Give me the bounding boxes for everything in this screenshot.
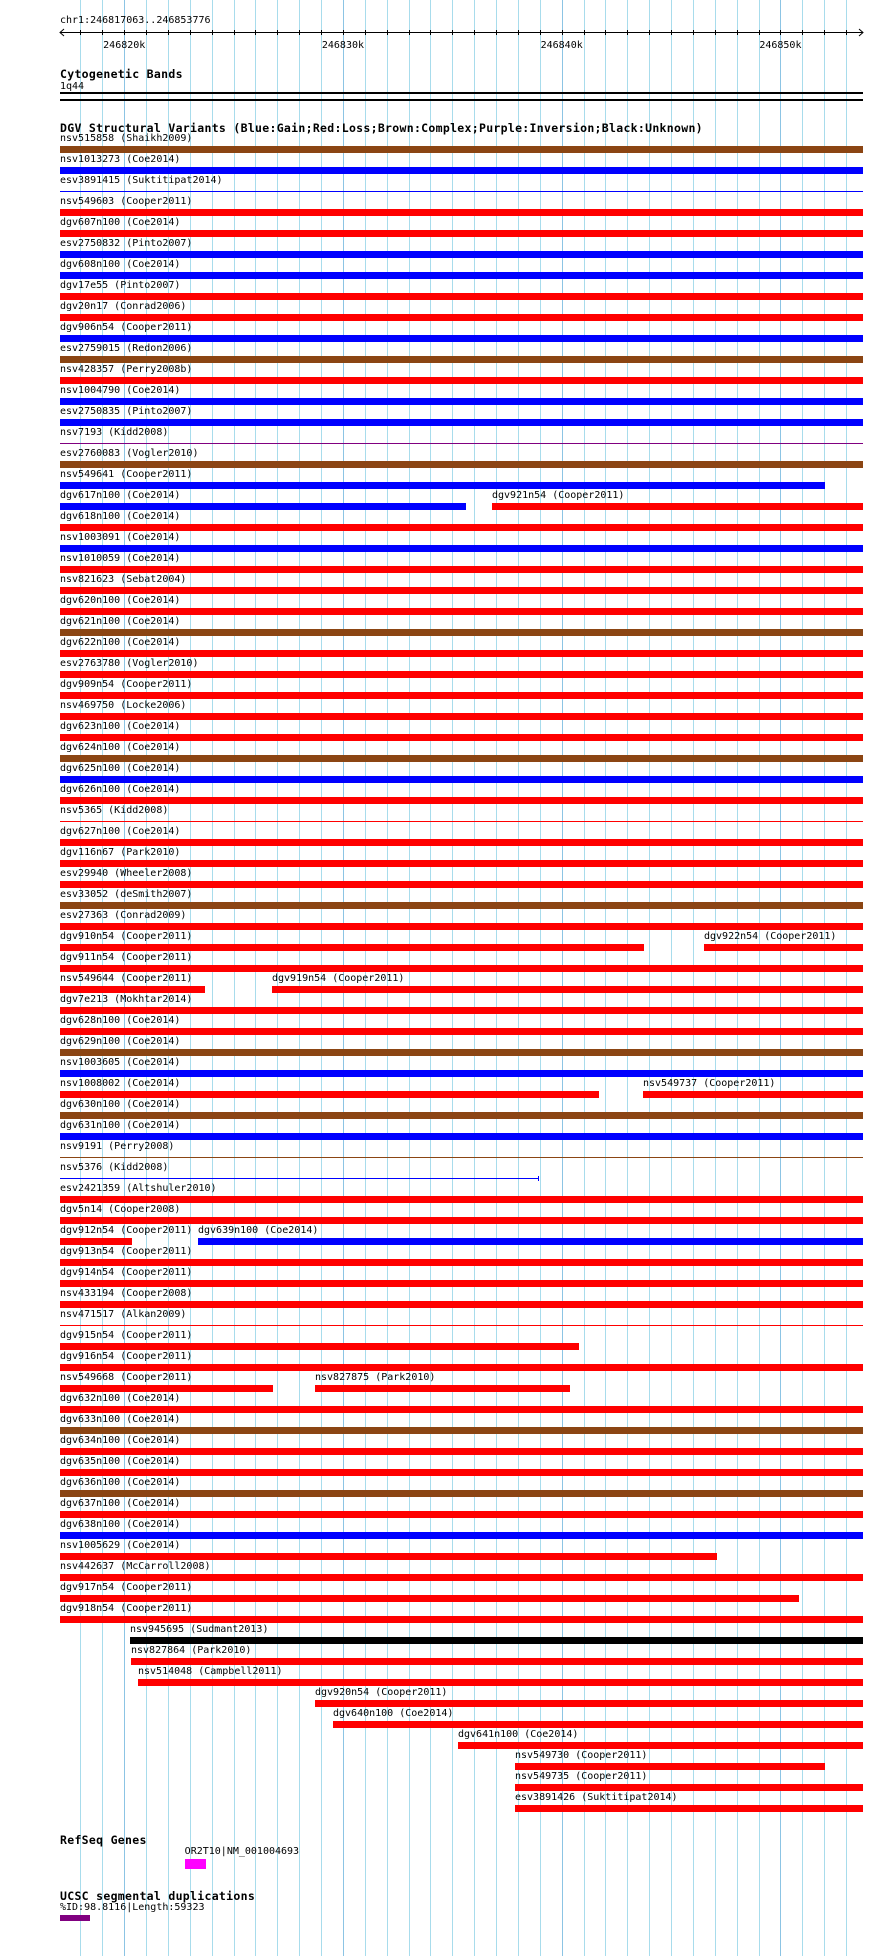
variant-bar-red[interactable]	[60, 1259, 863, 1266]
variant-bar-red[interactable]	[60, 377, 863, 384]
variant-bar-blue[interactable]	[60, 1532, 863, 1539]
variant-label[interactable]: nsv469750 (Locke2006)	[60, 700, 187, 711]
variant-label[interactable]: dgv623n100 (Coe2014)	[60, 721, 181, 732]
variant-bar-red[interactable]	[60, 713, 863, 720]
variant-label[interactable]: nsv549735 (Cooper2011)	[515, 1771, 648, 1782]
variant-label[interactable]: nsv827875 (Park2010)	[315, 1372, 436, 1383]
variant-label[interactable]: dgv618n100 (Coe2014)	[60, 511, 181, 522]
variant-label[interactable]: dgv918n54 (Cooper2011)	[60, 1603, 193, 1614]
variant-label[interactable]: dgv626n100 (Coe2014)	[60, 784, 181, 795]
variant-bar-red[interactable]	[643, 1091, 863, 1098]
variant-bar-brown[interactable]	[60, 356, 863, 363]
variant-bar-red[interactable]	[60, 608, 863, 615]
variant-bar-red[interactable]	[60, 1406, 863, 1413]
cytoband-label[interactable]: 1q44	[60, 81, 85, 92]
variant-bar-red[interactable]	[60, 1091, 599, 1098]
variant-bar-red[interactable]	[60, 1325, 863, 1326]
variant-bar-red[interactable]	[60, 314, 863, 321]
cytobands-title: Cytogenetic Bands	[60, 67, 183, 81]
variant-label[interactable]: dgv20n17 (Conrad2006)	[60, 301, 187, 312]
ruler-tick-label: 246830k	[321, 40, 365, 50]
cytoband-bar[interactable]	[60, 92, 863, 94]
variant-bar-blue[interactable]	[60, 482, 825, 489]
variant-bar-red[interactable]	[515, 1784, 863, 1791]
variant-bar-red[interactable]	[60, 1280, 863, 1287]
cytoband-divider	[60, 99, 863, 101]
variant-bar-red[interactable]	[315, 1385, 570, 1392]
variant-label[interactable]: dgv635n100 (Coe2014)	[60, 1456, 181, 1467]
variant-bar-red[interactable]	[60, 923, 863, 930]
variant-bar-blue[interactable]	[60, 167, 863, 174]
variant-label[interactable]: dgv911n54 (Cooper2011)	[60, 952, 193, 963]
variant-label[interactable]: dgv916n54 (Cooper2011)	[60, 1351, 193, 1362]
variant-label[interactable]: dgv639n100 (Coe2014)	[198, 1225, 319, 1236]
variant-label[interactable]: nsv821623 (Sebat2004)	[60, 574, 187, 585]
segdup-feature[interactable]	[60, 1915, 90, 1921]
variant-bar-red[interactable]	[60, 293, 863, 300]
variant-bar-red[interactable]	[60, 1007, 863, 1014]
variant-label[interactable]: nsv514048 (Campbell2011)	[138, 1666, 283, 1677]
variant-label[interactable]: dgv910n54 (Cooper2011)	[60, 931, 193, 942]
variant-bar-red[interactable]	[60, 881, 863, 888]
variant-label[interactable]: dgv116n67 (Park2010)	[60, 847, 181, 858]
variant-bar-red[interactable]	[60, 692, 863, 699]
variant-label[interactable]: dgv912n54 (Cooper2011)	[60, 1225, 193, 1236]
variant-label[interactable]: dgv624n100 (Coe2014)	[60, 742, 181, 753]
variant-bar-red[interactable]	[60, 566, 863, 573]
variant-bar-red[interactable]	[515, 1805, 863, 1812]
variant-label[interactable]: dgv632n100 (Coe2014)	[60, 1393, 181, 1404]
variant-label[interactable]: nsv549730 (Cooper2011)	[515, 1750, 648, 1761]
variant-label[interactable]: nsv7193 (Kidd2008)	[60, 427, 169, 438]
variant-bar-red[interactable]	[60, 1595, 799, 1602]
variant-label[interactable]: dgv920n54 (Cooper2011)	[315, 1687, 448, 1698]
variant-label[interactable]: esv27363 (Conrad2009)	[60, 910, 187, 921]
variant-label[interactable]: dgv621n100 (Coe2014)	[60, 616, 181, 627]
region-label: chr1:246817063..246853776	[60, 15, 211, 26]
gene-label[interactable]: OR2T10|NM_001004693	[184, 1846, 300, 1857]
variant-bar-brown[interactable]	[60, 755, 863, 762]
variant-label[interactable]: dgv641n100 (Coe2014)	[458, 1729, 579, 1740]
ruler-tick-label: 246820k	[103, 40, 146, 50]
refseq-title: RefSeq Genes	[60, 1833, 147, 1847]
variant-label[interactable]: dgv636n100 (Coe2014)	[60, 1477, 181, 1488]
variant-bar-red[interactable]	[138, 1679, 863, 1686]
variant-bar-brown[interactable]	[60, 902, 863, 909]
variant-label[interactable]: nsv549737 (Cooper2011)	[643, 1078, 776, 1089]
variant-bar-red[interactable]	[60, 1574, 863, 1581]
variant-label[interactable]: dgv628n100 (Coe2014)	[60, 1015, 181, 1026]
variant-label[interactable]: nsv442637 (McCarroll2008)	[60, 1561, 211, 1572]
variant-label[interactable]: dgv917n54 (Cooper2011)	[60, 1582, 193, 1593]
variant-label[interactable]: nsv9191 (Perry2008)	[60, 1141, 175, 1152]
variant-bar-red[interactable]	[492, 503, 863, 510]
variant-bar-red[interactable]	[60, 1343, 579, 1350]
gene-feature-or2t10[interactable]	[185, 1859, 206, 1869]
variant-bar-red[interactable]	[704, 944, 863, 951]
variant-label[interactable]: nsv433194 (Cooper2008)	[60, 1288, 193, 1299]
variant-bar-blue[interactable]	[60, 191, 863, 192]
variant-bar-red[interactable]	[60, 1028, 863, 1035]
variant-bar-red[interactable]	[60, 860, 863, 867]
variant-label[interactable]: nsv428357 (Perry2008b)	[60, 364, 193, 375]
variant-bar-red[interactable]	[60, 1553, 717, 1560]
variant-bar-red[interactable]	[60, 1469, 863, 1476]
variant-bar-blue[interactable]	[60, 776, 863, 783]
variant-bar-blue[interactable]	[60, 398, 863, 405]
variant-label[interactable]: dgv634n100 (Coe2014)	[60, 1435, 181, 1446]
variant-bar-red[interactable]	[315, 1700, 863, 1707]
variant-bar-red[interactable]	[60, 821, 863, 822]
variant-label[interactable]: dgv638n100 (Coe2014)	[60, 1519, 181, 1530]
variant-bar-blue[interactable]	[60, 419, 863, 426]
variant-label[interactable]: dgv7e213 (Mokhtar2014)	[60, 994, 193, 1005]
variant-label[interactable]: dgv17e55 (Pinto2007)	[60, 280, 181, 291]
variant-bar-red[interactable]	[60, 230, 863, 237]
segdup-label[interactable]: %ID:98.8116|Length:59323	[60, 1902, 205, 1913]
variant-label[interactable]: nsv1013273 (Coe2014)	[60, 154, 181, 165]
variant-label[interactable]: esv2759015 (Redon2006)	[60, 343, 193, 354]
variant-label[interactable]: dgv922n54 (Cooper2011)	[704, 931, 837, 942]
ruler[interactable]	[0, 26, 890, 50]
variant-label[interactable]: esv33052 (deSmith2007)	[60, 889, 193, 900]
variant-label[interactable]: nsv549641 (Cooper2011)	[60, 469, 193, 480]
variant-label[interactable]: dgv629n100 (Coe2014)	[60, 1036, 181, 1047]
variant-label[interactable]: nsv5365 (Kidd2008)	[60, 805, 169, 816]
variant-bar-blue[interactable]	[198, 1238, 863, 1245]
variant-bar-red[interactable]	[60, 524, 863, 531]
variant-bar-brown[interactable]	[60, 1427, 863, 1434]
variant-label[interactable]: esv2763780 (Vogler2010)	[60, 658, 199, 669]
variant-label[interactable]: nsv1003605 (Coe2014)	[60, 1057, 181, 1068]
variant-label[interactable]: nsv1010059 (Coe2014)	[60, 553, 181, 564]
variant-label[interactable]: esv2421359 (Altshuler2010)	[60, 1183, 217, 1194]
variant-bar-red[interactable]	[60, 1238, 132, 1245]
variant-label[interactable]: dgv921n54 (Cooper2011)	[492, 490, 625, 501]
variant-label[interactable]: nsv1004790 (Coe2014)	[60, 385, 181, 396]
dgv-title: DGV Structural Variants (Blue:Gain;Red:Loss;Brown:Complex;Purple:Inversion;Black:Unknown)	[60, 121, 703, 135]
variant-label[interactable]: dgv914n54 (Cooper2011)	[60, 1267, 193, 1278]
variant-label[interactable]: dgv909n54 (Cooper2011)	[60, 679, 193, 690]
variant-label[interactable]: esv3891426 (Suktitipat2014)	[515, 1792, 678, 1803]
variant-bar-blue[interactable]	[60, 503, 466, 510]
variant-label[interactable]: esv2750835 (Pinto2007)	[60, 406, 193, 417]
variant-label[interactable]: nsv1008002 (Coe2014)	[60, 1078, 181, 1089]
variant-bar-red[interactable]	[458, 1742, 863, 1749]
variant-bar-red[interactable]	[60, 587, 863, 594]
variant-bar-red[interactable]	[60, 1448, 863, 1455]
variant-bar-blue[interactable]	[60, 251, 863, 258]
variant-bar-red[interactable]	[60, 1616, 863, 1623]
variant-label[interactable]: dgv913n54 (Cooper2011)	[60, 1246, 193, 1257]
variant-label[interactable]: dgv906n54 (Cooper2011)	[60, 322, 193, 333]
variant-label[interactable]: dgv637n100 (Coe2014)	[60, 1498, 181, 1509]
variant-label[interactable]: dgv631n100 (Coe2014)	[60, 1120, 181, 1131]
variant-bar-red[interactable]	[60, 1196, 863, 1203]
variant-bar-red[interactable]	[60, 1364, 863, 1371]
variant-bar-red[interactable]	[60, 1385, 273, 1392]
variant-bar-blue[interactable]	[60, 272, 863, 279]
variant-bar-purple[interactable]	[60, 443, 863, 444]
variant-bar-blue[interactable]	[60, 1070, 863, 1077]
ruler-tick-label: 246840k	[540, 40, 583, 50]
variant-label[interactable]: dgv608n100 (Coe2014)	[60, 259, 181, 270]
variant-bar-blue[interactable]	[60, 335, 863, 342]
variant-label[interactable]: dgv617n100 (Coe2014)	[60, 490, 181, 501]
variant-bar-black[interactable]	[130, 1637, 863, 1644]
variant-label[interactable]: dgv622n100 (Coe2014)	[60, 637, 181, 648]
variant-label[interactable]: nsv1005629 (Coe2014)	[60, 1540, 181, 1551]
variant-label[interactable]: dgv625n100 (Coe2014)	[60, 763, 181, 774]
variant-bar-red[interactable]	[60, 797, 863, 804]
variant-label[interactable]: dgv607n100 (Coe2014)	[60, 217, 181, 228]
variant-bar-red[interactable]	[60, 965, 863, 972]
variant-bar-red[interactable]	[60, 986, 205, 993]
variant-bar-red[interactable]	[60, 209, 863, 216]
variant-label[interactable]: dgv630n100 (Coe2014)	[60, 1099, 181, 1110]
variant-bar-brown[interactable]	[60, 1049, 863, 1056]
variant-bar-red[interactable]	[60, 1301, 863, 1308]
variant-label[interactable]: nsv5376 (Kidd2008)	[60, 1162, 169, 1173]
variant-label[interactable]: nsv827864 (Park2010)	[131, 1645, 252, 1656]
variant-bar-brown[interactable]	[60, 461, 863, 468]
variant-label[interactable]: nsv549603 (Cooper2011)	[60, 196, 193, 207]
variant-bar-red[interactable]	[131, 1658, 863, 1665]
variant-bar-brown[interactable]	[60, 1490, 863, 1497]
variant-label[interactable]: dgv919n54 (Cooper2011)	[272, 973, 405, 984]
variant-bar-brown[interactable]	[60, 146, 863, 153]
variant-bar-blue[interactable]	[60, 1133, 863, 1140]
variant-label[interactable]: dgv640n100 (Coe2014)	[333, 1708, 454, 1719]
variant-bar-blue[interactable]	[60, 545, 863, 552]
variant-bar-red[interactable]	[60, 734, 863, 741]
variant-label[interactable]: dgv633n100 (Coe2014)	[60, 1414, 181, 1425]
variant-bar-red[interactable]	[60, 944, 644, 951]
variant-bar-red[interactable]	[515, 1763, 825, 1770]
variant-label[interactable]: nsv515858 (Shaikh2009)	[60, 133, 193, 144]
variant-label[interactable]: esv2760083 (Vogler2010)	[60, 448, 199, 459]
variant-label[interactable]: nsv549668 (Cooper2011)	[60, 1372, 193, 1383]
variant-label[interactable]: nsv945695 (Sudmant2013)	[130, 1624, 269, 1635]
variant-bar-blue[interactable]	[60, 1178, 539, 1179]
variant-label[interactable]: esv3891415 (Suktitipat2014)	[60, 175, 223, 186]
variant-bar-brown[interactable]	[60, 1112, 863, 1119]
variant-end-tick	[538, 1176, 539, 1181]
variant-label[interactable]: nsv1003091 (Coe2014)	[60, 532, 181, 543]
variant-label[interactable]: dgv5n14 (Cooper2008)	[60, 1204, 181, 1215]
variant-label[interactable]: dgv915n54 (Cooper2011)	[60, 1330, 193, 1341]
variant-label[interactable]: dgv627n100 (Coe2014)	[60, 826, 181, 837]
variant-bar-red[interactable]	[60, 1511, 863, 1518]
variant-label[interactable]: esv29940 (Wheeler2008)	[60, 868, 193, 879]
variant-label[interactable]: nsv549644 (Cooper2011)	[60, 973, 193, 984]
variant-bar-red[interactable]	[60, 650, 863, 657]
variant-bar-brown[interactable]	[60, 629, 863, 636]
variant-bar-red[interactable]	[272, 986, 863, 993]
variant-label[interactable]: nsv471517 (Alkan2009)	[60, 1309, 187, 1320]
segdup-title: UCSC segmental duplications	[60, 1889, 256, 1903]
variant-label[interactable]: dgv620n100 (Coe2014)	[60, 595, 181, 606]
variant-bar-red[interactable]	[60, 839, 863, 846]
variant-bar-red[interactable]	[333, 1721, 863, 1728]
ruler-tick-label: 246850k	[759, 40, 802, 50]
variant-label[interactable]: esv2750832 (Pinto2007)	[60, 238, 193, 249]
variant-bar-brown[interactable]	[60, 1157, 863, 1158]
variant-bar-red[interactable]	[60, 671, 863, 678]
variant-bar-red[interactable]	[60, 1217, 863, 1224]
